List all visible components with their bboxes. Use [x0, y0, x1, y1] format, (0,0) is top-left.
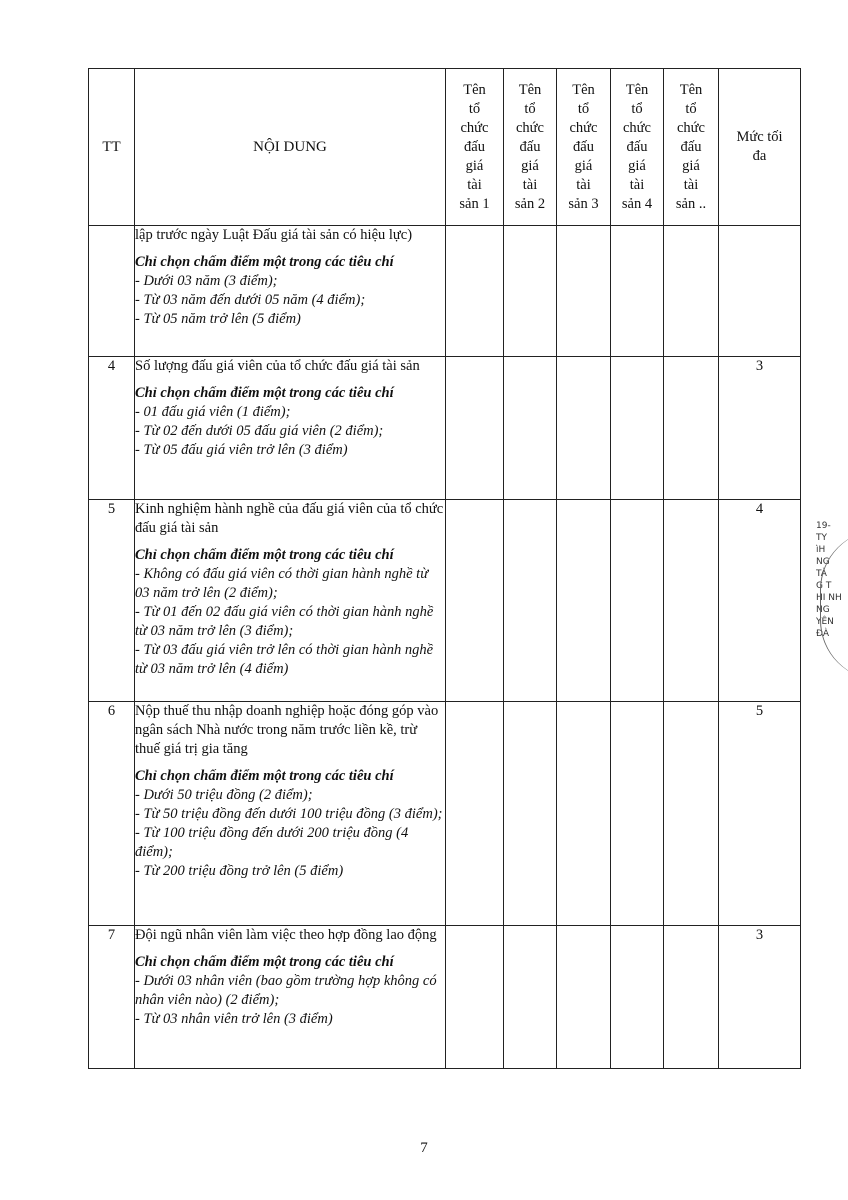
score-cell-org-2: [504, 500, 557, 702]
score-cell-org-3: [557, 226, 611, 357]
criterion-text: Số lượng đấu giá viên của tổ chức đấu giá tài sản: [135, 358, 420, 374]
criterion-text: Đội ngũ nhân viên làm việc theo hợp đồng lao động: [135, 927, 437, 943]
criterion-option: - Từ 02 đến dưới 05 đấu giá viên (2 điểm);: [135, 423, 384, 439]
criterion-option: - Từ 03 đấu giá viên trở lên có thời gian hành nghề từ 03 năm trở lên (4 điểm): [135, 642, 434, 677]
criterion-text: lập trước ngày Luật Đấu giá tài sản có hiệu lực): [135, 227, 413, 243]
header-org-4: Tên tổ chức đấu giá tài sản 4: [611, 69, 664, 226]
score-cell-org-2: [504, 357, 557, 500]
row-max-score: 4: [719, 500, 801, 702]
header-max-score: Mức tối đa: [719, 69, 801, 226]
score-cell-org-5: [664, 500, 719, 702]
criterion-text: Kinh nghiệm hành nghề của đấu giá viên của tổ chức đấu giá tài sản: [135, 501, 444, 536]
criterion-option: - Dưới 03 năm (3 điểm);: [135, 273, 278, 289]
criterion-option: - Từ 03 năm đến dưới 05 năm (4 điểm);: [135, 292, 366, 308]
row-content: [135, 226, 446, 357]
score-cell-org-4: [611, 500, 664, 702]
score-cell-org-1: [446, 926, 504, 1069]
criterion-text: Nộp thuế thu nhập doanh nghiệp hoặc đóng góp vào ngân sách Nhà nước trong năm trước liền kề, trừ thuế giá trị gia tăng: [135, 703, 439, 757]
score-cell-org-5: [664, 926, 719, 1069]
row-tt: 4: [89, 357, 135, 500]
criteria-title: Chỉ chọn chấm điểm một trong các tiêu chí: [135, 547, 394, 563]
criterion-option: - Từ 05 năm trở lên (5 điểm): [135, 311, 301, 327]
score-cell-org-5: [664, 226, 719, 357]
row-content: [135, 926, 446, 1069]
criterion-option: - Không có đấu giá viên có thời gian hành nghề từ 03 năm trở lên (2 điểm);: [135, 566, 429, 601]
score-cell-org-5: [664, 357, 719, 500]
score-cell-org-4: [611, 226, 664, 357]
criteria-title: Chỉ chọn chấm điểm một trong các tiêu chí: [135, 954, 394, 970]
score-cell-org-4: [611, 702, 664, 926]
score-cell-org-1: [446, 226, 504, 357]
criterion-option: - Từ 200 triệu đồng trở lên (5 điểm): [135, 863, 344, 879]
criteria-title: Chỉ chọn chấm điểm một trong các tiêu chí: [135, 254, 394, 270]
row-tt: 6: [89, 702, 135, 926]
row-tt: [89, 226, 135, 357]
criterion-option: - Từ 100 triệu đồng đến dưới 200 triệu đồng (4 điểm);: [135, 825, 409, 860]
score-cell-org-1: [446, 500, 504, 702]
score-cell-org-3: [557, 702, 611, 926]
criterion-option: - Dưới 03 nhân viên (bao gồm trường hợp không có nhân viên nào) (2 điểm);: [135, 973, 437, 1008]
header-org-3: Tên tổ chức đấu giá tài sản 3: [557, 69, 611, 226]
score-cell-org-5: [664, 702, 719, 926]
header-org-1: Tên tổ chức đấu giá tài sản 1: [446, 69, 504, 226]
row-max-score: 5: [719, 702, 801, 926]
score-cell-org-3: [557, 357, 611, 500]
score-cell-org-3: [557, 500, 611, 702]
seal-stamp-fragment: 19- TY ìH NG TÀ G T HI NH NG YÊN ĐÀ: [816, 520, 848, 680]
header-org-2: Tên tổ chức đấu giá tài sản 2: [504, 69, 557, 226]
header-org-5: Tên tổ chức đấu giá tài sản ..: [664, 69, 719, 226]
criterion-option: - 01 đấu giá viên (1 điểm);: [135, 404, 291, 420]
score-cell-org-1: [446, 702, 504, 926]
criterion-option: - Từ 50 triệu đồng đến dưới 100 triệu đồng (3 điểm);: [135, 806, 443, 822]
score-cell-org-2: [504, 926, 557, 1069]
score-cell-org-2: [504, 226, 557, 357]
row-max-score: 3: [719, 357, 801, 500]
table-row: [89, 500, 801, 702]
row-max-score: [719, 226, 801, 357]
row-tt: 5: [89, 500, 135, 702]
criteria-title: Chỉ chọn chấm điểm một trong các tiêu chí: [135, 768, 394, 784]
table-row: [89, 926, 801, 1069]
criterion-option: - Từ 01 đến 02 đấu giá viên có thời gian hành nghề từ 03 năm trở lên (3 điểm);: [135, 604, 434, 639]
row-tt: 7: [89, 926, 135, 1069]
table-row: [89, 702, 801, 926]
row-content: [135, 500, 446, 702]
header-content: NỘI DUNG: [135, 69, 446, 226]
table-row: [89, 357, 801, 500]
score-cell-org-4: [611, 926, 664, 1069]
header-tt: TT: [89, 69, 135, 226]
row-max-score: 3: [719, 926, 801, 1069]
row-content: [135, 702, 446, 926]
scoring-table: [88, 68, 801, 1069]
header-row: [89, 69, 801, 226]
criteria-title: Chỉ chọn chấm điểm một trong các tiêu chí: [135, 385, 394, 401]
score-cell-org-4: [611, 357, 664, 500]
criterion-option: - Từ 03 nhân viên trở lên (3 điểm): [135, 1011, 333, 1027]
table-row: [89, 226, 801, 357]
page-number: 7: [420, 1140, 428, 1156]
criterion-option: - Dưới 50 triệu đồng (2 điểm);: [135, 787, 313, 803]
criterion-option: - Từ 05 đấu giá viên trở lên (3 điểm): [135, 442, 348, 458]
row-content: [135, 357, 446, 500]
score-cell-org-2: [504, 702, 557, 926]
score-cell-org-1: [446, 357, 504, 500]
score-cell-org-3: [557, 926, 611, 1069]
